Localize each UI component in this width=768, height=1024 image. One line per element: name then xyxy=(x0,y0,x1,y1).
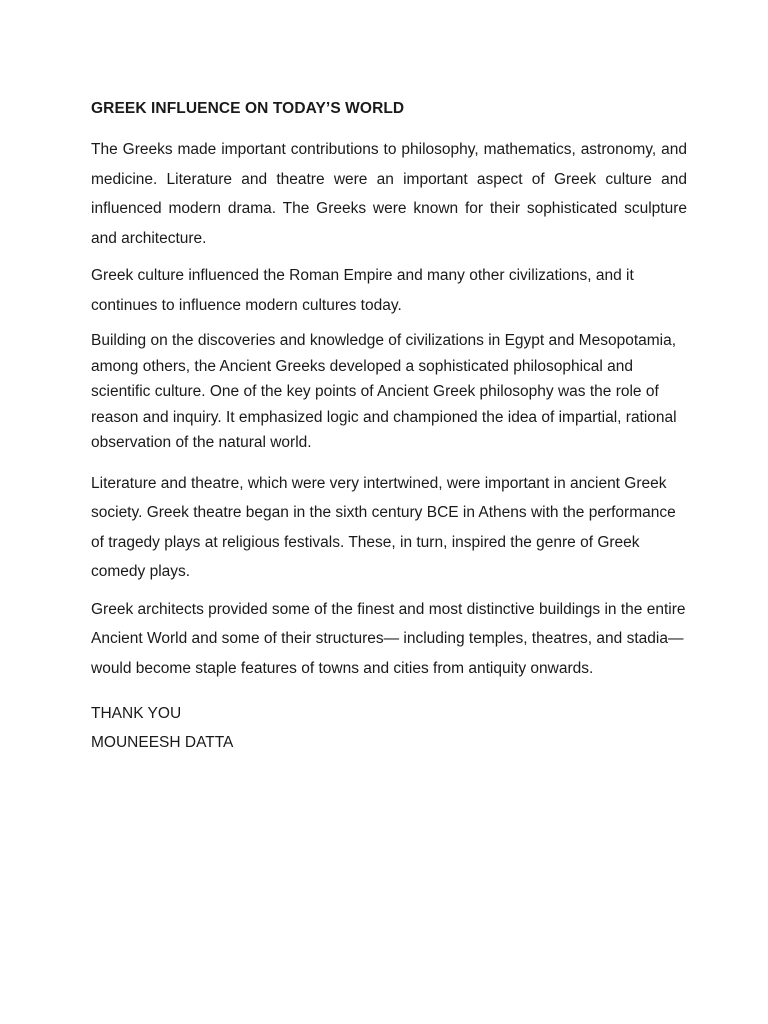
closing-author: MOUNEESH DATTA xyxy=(91,734,234,751)
paragraph-roman-influence: Greek culture influenced the Roman Empire and many other civilizations, and it continues to influence modern cultures today. xyxy=(91,267,634,314)
paragraph-architecture: Greek architects provided some of the finest and most distinctive buildings in the entire Ancient World and some of their structures— including temples, theatres, and stadia—would become staple features of towns and cities from antiquity onwards. xyxy=(91,600,686,677)
document-body xyxy=(91,98,687,757)
paragraph-theatre: Literature and theatre, which were very intertwined, were important in ancient Greek society. Greek theatre began in the sixth century BCE in Athens with the performance of tragedy plays at religious festivals. These, in turn, inspired the genre of Greek comedy plays. xyxy=(91,474,676,580)
document-title: GREEK INFLUENCE ON TODAY’S WORLD xyxy=(91,100,405,117)
paragraph-contributions: The Greeks made important contributions to philosophy, mathematics, astronomy, and medicine. Literature and theatre were an important aspect of Greek culture and influenced modern drama. The Greeks were known for their sophisticated sculpture and architecture. xyxy=(91,141,687,247)
paragraph-philosophy: Building on the discoveries and knowledge of civilizations in Egypt and Mesopotamia, among others, the Ancient Greeks developed a sophisticated philosophical and scientific culture. One of the key points of Ancient Greek philosophy was the role of reason and inquiry. It emphasized logic and championed the idea of impartial, rational observation of the natural world. xyxy=(91,332,677,451)
closing-thanks: THANK YOU xyxy=(91,705,182,722)
